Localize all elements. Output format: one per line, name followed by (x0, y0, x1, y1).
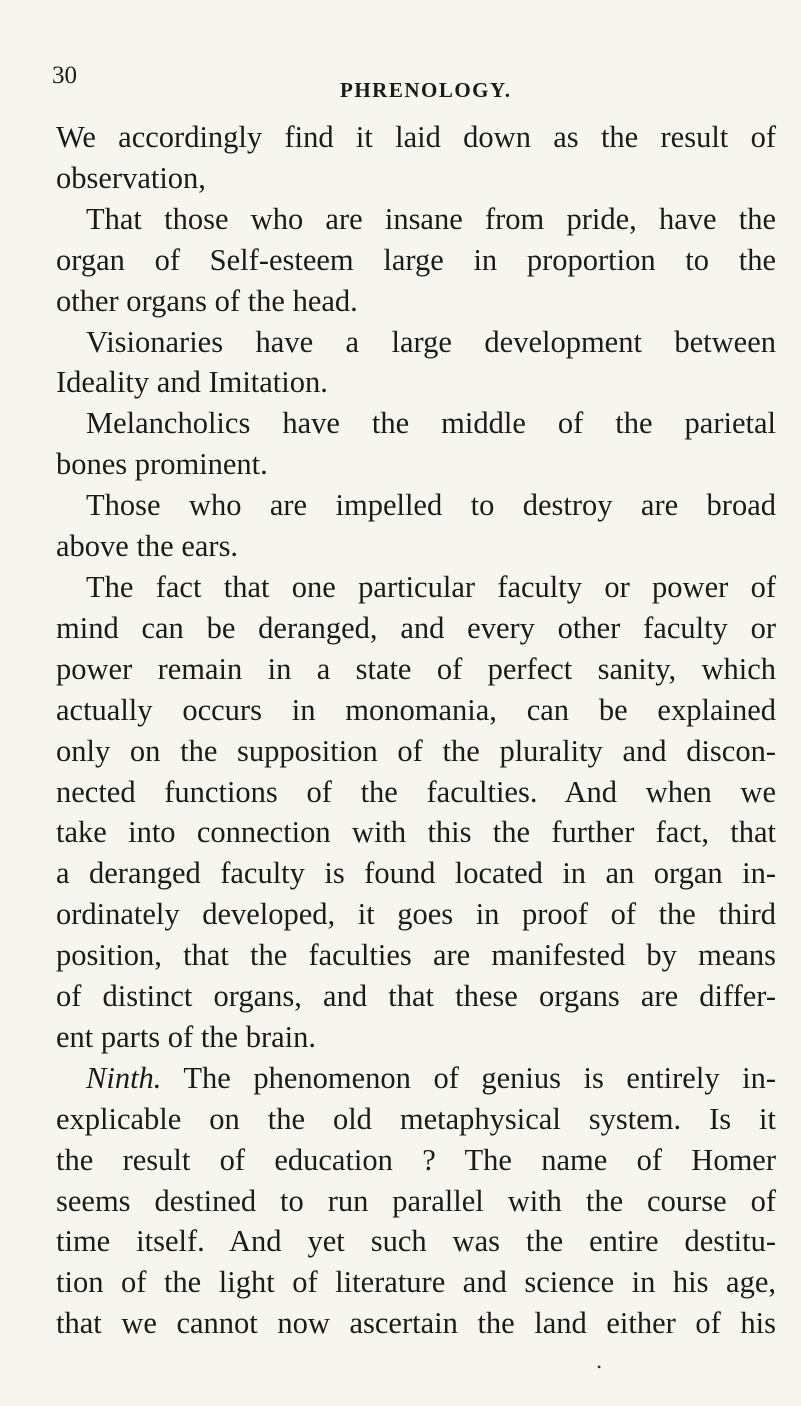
text-line: Those who are impelled to destroy are broad (86, 488, 776, 523)
text-line: nected functions of the faculties. And when we (56, 774, 776, 809)
text-line: explicable on the old metaphysical system. Is it (56, 1101, 776, 1136)
text-line: position, that the faculties are manifested by means (56, 938, 776, 973)
text-line: that we cannot now ascertain the land either of his (56, 1306, 776, 1341)
print-mark: • (597, 1360, 602, 1374)
text-line: mind can be deranged, and every other faculty or (56, 610, 776, 645)
text-line: ordinately developed, it goes in proof of the third (56, 897, 776, 932)
running-title: PHRENOLOGY. (340, 78, 512, 102)
italic-lead: Ninth. (86, 1060, 162, 1095)
body-text (56, 117, 776, 1344)
text-line: That those who are insane from pride, have the (86, 201, 776, 236)
text-line: actually occurs in monomania, can be explained (56, 692, 776, 727)
text-line: the result of education ? The name of Homer (56, 1142, 776, 1177)
text-line: take into connection with this the further fact, that (56, 815, 776, 850)
page-number: 30 (52, 62, 77, 89)
text-line: power remain in a state of perfect sanity, which (56, 651, 776, 686)
text-line: observation, (56, 160, 206, 195)
text-line: bones prominent. (56, 447, 268, 482)
text-line: time itself. And yet such was the entire destitu- (56, 1224, 776, 1259)
text-line: of distinct organs, and that these organs are differ- (56, 979, 776, 1014)
text-line: tion of the light of literature and science in his age, (56, 1265, 776, 1300)
text-line: a deranged faculty is found located in an organ in- (56, 856, 776, 891)
text-line: other organs of the head. (56, 283, 358, 318)
text-line: Melancholics have the middle of the parietal (86, 406, 776, 441)
text-line: organ of Self-esteem large in proportion to the (56, 242, 776, 277)
text-line: Ideality and Imitation. (56, 365, 328, 400)
text-line: Visionaries have a large development between (86, 324, 776, 359)
text-segment: The phenomenon of genius is entirely in- (161, 1060, 776, 1095)
text-line: only on the supposition of the plurality and discon- (56, 733, 776, 768)
text-line: above the ears. (56, 529, 239, 564)
text-line: seems destined to run parallel with the course of (56, 1183, 776, 1218)
text-line: The fact that one particular faculty or power of (86, 569, 776, 604)
text-line: ent parts of the brain. (56, 1019, 317, 1054)
text-line (56, 1058, 776, 1099)
text-line: We accordingly find it laid down as the result of (56, 120, 776, 154)
